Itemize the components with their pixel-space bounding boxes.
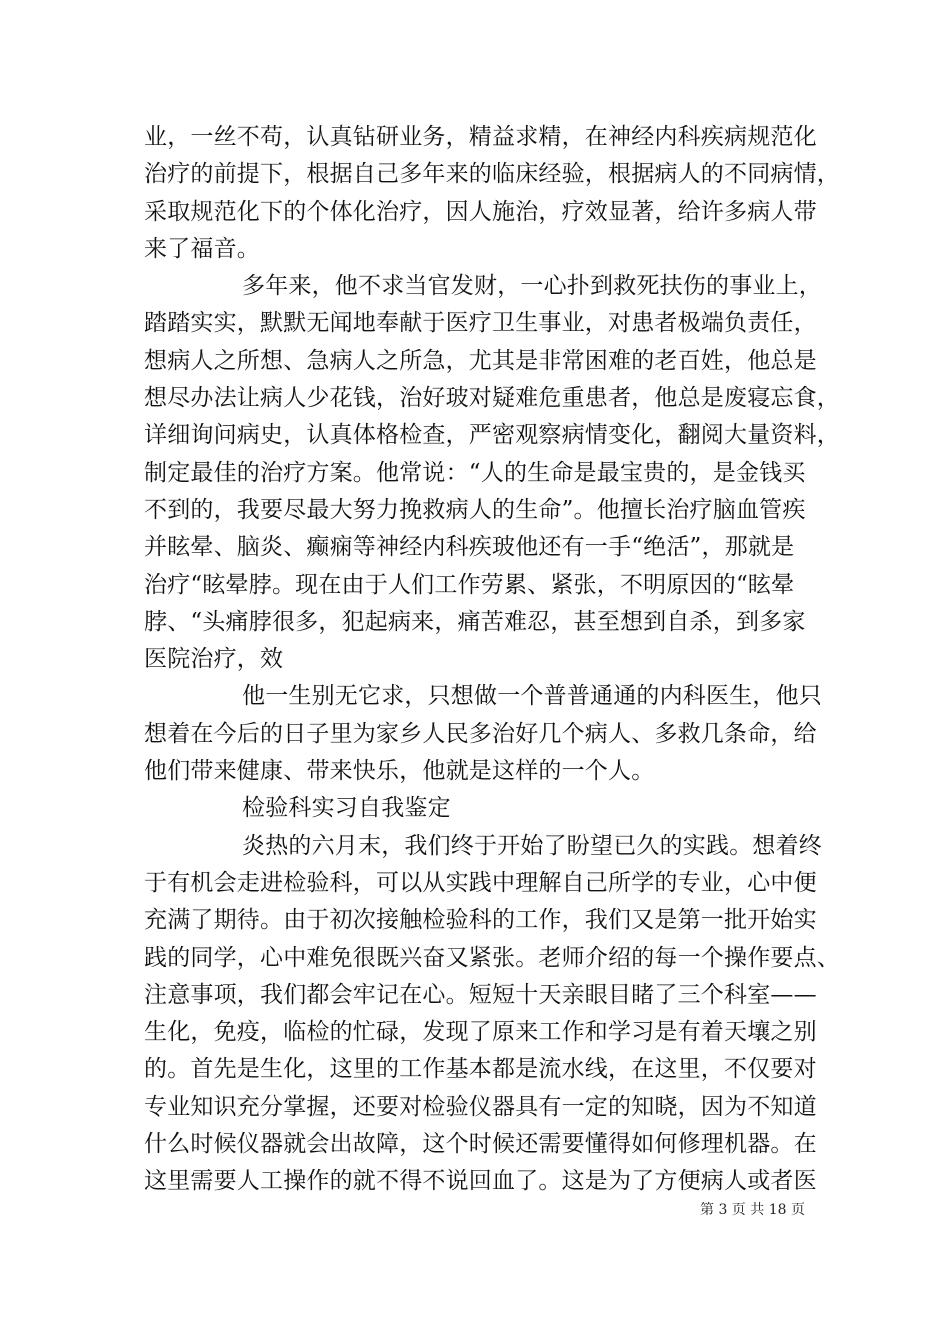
- text-line: 采取规范化下的个体化治疗，因人施治，疗效显著，给许多病人带: [144, 198, 817, 225]
- text-line: 这里需要人工操作的就不得不说回血了。这是为了方便病人或者医: [144, 1168, 817, 1195]
- text-line: 并眩晕、脑炎、癫痫等神经内科疾玻他还有一手“绝活”，那就是: [144, 534, 795, 561]
- text-line: 他们带来健康、带来快乐，他就是这样的一个人。: [144, 758, 655, 785]
- text-line: 不到的，我要尽最大努力挽救病人的生命”。他擅长治疗脑血管疾: [144, 496, 806, 523]
- text-line: 专业知识充分掌握，还要对检验仪器具有一定的知晓，因为不知道: [144, 1093, 817, 1120]
- text-line: 想病人之所想、急病人之所急，尤其是非常困难的老百姓，他总是: [144, 347, 817, 374]
- text-line: 践的同学，心中难免很既兴奋又紧张。老师介绍的每一个操作要点、: [144, 944, 840, 971]
- text-line: 检验科实习自我鉴定: [242, 795, 451, 822]
- text-line: 于有机会走进检验科，可以从实践中理解自己所学的专业，心中便: [144, 869, 817, 896]
- text-line: 注意事项，我们都会牢记在心。短短十天亲眼目睹了三个科室——: [144, 981, 817, 1008]
- paragraph-p1: [144, 119, 840, 268]
- text-line: 详细询问病史，认真体格检查，严密观察病情变化，翻阅大量资料，: [144, 422, 840, 449]
- text-line: 的。首先是生化，这里的工作基本都是流水线，在这里，不仅要对: [144, 1056, 817, 1083]
- document-body: [144, 119, 840, 1201]
- text-line: 业，一丝不苟，认真钻研业务，精益求精，在神经内科疾病规范化: [144, 124, 817, 150]
- text-line: 炎热的六月末，我们终于开始了盼望已久的实践。想着终: [242, 832, 822, 859]
- paragraph-p5: [144, 828, 840, 1201]
- text-line: 生化，免疫，临检的忙碌，发现了原来工作和学习是有着天壤之别: [144, 1019, 817, 1046]
- text-line: 踏踏实实，默默无闻地奉献于医疗卫生事业，对患者极端负责任，: [144, 310, 817, 337]
- paragraph-p4: [144, 790, 834, 827]
- text-line: 治疗的前提下，根据自己多年来的临床经验，根据病人的不同病情，: [144, 161, 840, 188]
- paragraph-p2: [144, 268, 840, 678]
- text-line: 脖、“头痛脖很多，犯起病来，痛苦难忍，甚至想到自杀，到多家: [144, 608, 806, 635]
- text-line: 治疗“眩晕脖。现在由于人们工作劳累、紧张，不明原因的“眩晕: [144, 571, 795, 598]
- text-line: 多年来，他不求当官发财，一心扑到救死扶伤的事业上，: [242, 273, 822, 300]
- text-line: 想着在今后的日子里为家乡人民多治好几个病人、多救几条命，给: [144, 720, 817, 747]
- text-line: 来了福音。: [144, 235, 260, 262]
- text-line: 医院治疗，效: [144, 646, 284, 673]
- text-line: 他一生别无它求，只想做一个普普通通的内科医生，他只: [242, 683, 822, 710]
- page-footer: 第 3 页 共 18 页: [700, 1202, 805, 1218]
- text-line: 想尽办法让病人少花钱，治好玻对疑难危重患者，他总是废寝忘食，: [144, 385, 840, 412]
- text-line: 什么时候仪器就会出故障，这个时候还需要懂得如何修理机器。在: [144, 1131, 817, 1158]
- paragraph-p3: [144, 678, 834, 790]
- text-line: 充满了期待。由于初次接触检验科的工作，我们又是第一批开始实: [144, 907, 817, 934]
- text-line: 制定最佳的治疗方案。他常说：“人的生命是最宝贵的，是金钱买: [144, 459, 806, 486]
